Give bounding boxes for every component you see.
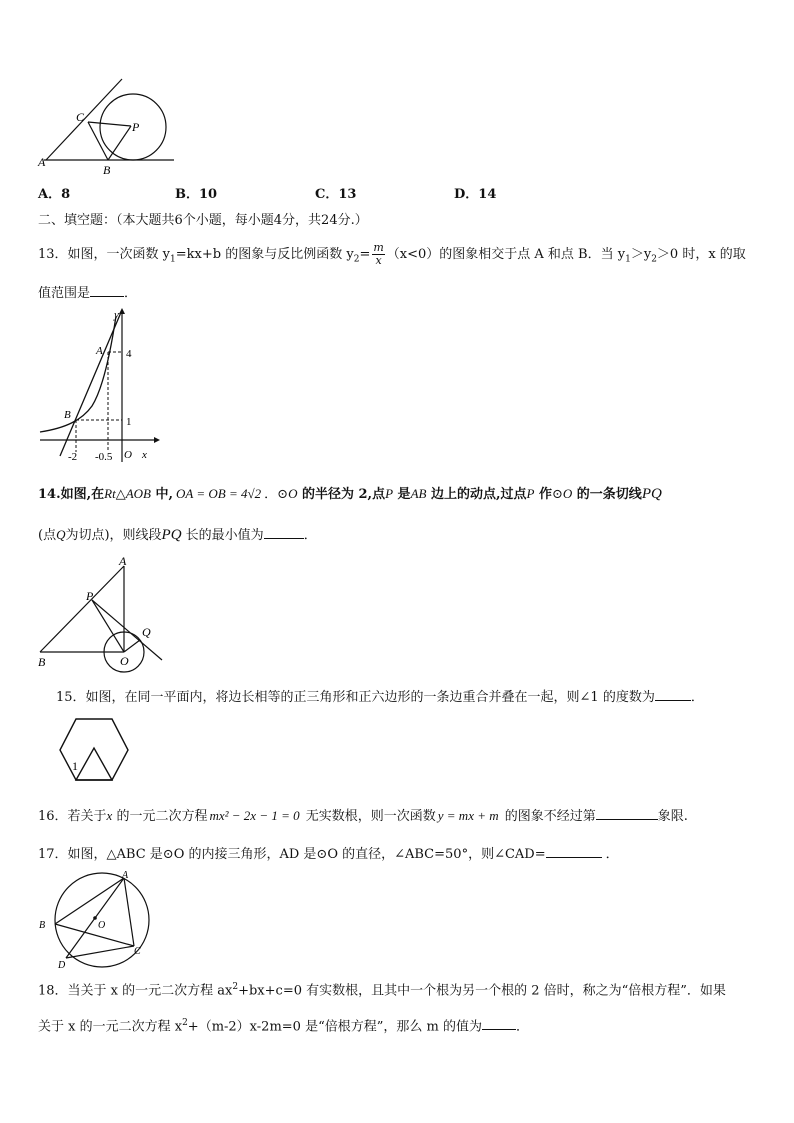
q14-line2: [38, 525, 317, 545]
q12-segment-cp: [88, 122, 131, 126]
q14-text-i: (点: [38, 528, 57, 543]
option-b[interactable]: B．10: [175, 187, 218, 202]
q12-segment-cb: [88, 122, 108, 160]
q14-tangent-pq: [92, 600, 162, 660]
q14-text-c: ．: [264, 487, 278, 502]
q13-sub-4: 2: [651, 254, 657, 265]
q14-label-p: P: [86, 589, 94, 603]
q17-segment-bc: [55, 924, 134, 946]
q12-label-p: P: [132, 120, 140, 134]
q16-text-a: 16．若关于: [38, 809, 107, 824]
q13-label-neg2: -2: [68, 451, 78, 463]
q17-segment-ab: [55, 878, 124, 924]
q14-circle-o2: ⊙O: [552, 486, 573, 501]
q14-text-d: 的半径为 2,点: [297, 487, 386, 502]
q15-answer-blank[interactable]: [655, 687, 691, 701]
q13-answer-blank[interactable]: [90, 283, 124, 297]
q16-answer-blank[interactable]: [596, 806, 658, 820]
q13-label-a: A: [96, 345, 103, 357]
q13-text-e: ＞y: [630, 247, 652, 262]
q14-text-end: ．: [303, 528, 317, 543]
q18-answer-blank[interactable]: [482, 1016, 516, 1030]
q17-segment-dc: [66, 946, 134, 958]
q14-label-q: Q: [142, 625, 151, 639]
q18-text-a: 18．当关于 x 的一元二次方程 ax: [38, 983, 233, 999]
q15-triangle: [76, 748, 112, 780]
q14-segment-po: [92, 600, 124, 652]
q13-fraction: [372, 242, 384, 267]
q14-text-e: 是: [393, 487, 411, 502]
q14-q: Q: [56, 527, 66, 542]
q14-p: P: [385, 486, 394, 501]
q17-text: 17．如图，△ABC 是⊙O 的内接三角形，AD 是⊙O 的直径，∠ABC=50°，则∠CAD=: [38, 847, 546, 862]
option-d[interactable]: D．14: [454, 187, 497, 202]
section-heading: 二、填空题：（本大题共6个小题，每小题4分，共24分.）: [38, 213, 368, 228]
q16-function: y = mx + m: [437, 808, 499, 823]
q13-label-o: O: [124, 449, 132, 461]
q17-label-b: B: [39, 920, 46, 931]
q16-text-d: 的图象不经过第: [500, 809, 596, 824]
q12-figure: [36, 74, 186, 178]
q16-line: [38, 806, 688, 826]
q13-text-c: =: [359, 247, 371, 262]
q14-text-h: 的一条切线: [572, 487, 642, 502]
q13-label-4: 4: [126, 348, 132, 360]
q13-text-end: ．: [124, 286, 138, 301]
q14-text-g: 作: [534, 487, 552, 502]
option-c[interactable]: C．13: [315, 187, 357, 202]
q13-label-b: B: [64, 409, 71, 421]
q17-line: [38, 844, 619, 864]
q13-text-g: 值范围是: [38, 286, 91, 301]
q13-sub-2: 2: [353, 254, 360, 265]
q14-ab: AB: [410, 486, 427, 501]
q14-text-j: 为切点)，则线段: [65, 528, 162, 543]
q12-label-a: A: [38, 155, 46, 169]
q15-figure: [56, 716, 132, 784]
q13-text-b: =kx+b 的图象与反比例函数 y: [175, 247, 354, 262]
q16-text-c: 无实数根，则一次函数: [301, 809, 436, 824]
q14-math-oa: OA = OB = 4√2: [176, 486, 262, 501]
q17-text-end: ．: [605, 847, 619, 862]
q14-circle-o: ⊙O: [277, 486, 298, 501]
q17-segment-ac: [124, 878, 134, 946]
q15-text-end: ．: [690, 690, 704, 705]
q17-center-dot: [93, 916, 97, 920]
q14-side-ab: [40, 566, 124, 652]
q17-label-c: C: [134, 946, 141, 957]
q14-label-a: A: [119, 554, 127, 568]
q18-text-end: ．: [515, 1019, 529, 1035]
q13-linear-line: [60, 310, 122, 456]
q13-label-1: 1: [126, 416, 132, 428]
q18-line1: [38, 978, 726, 1000]
q14-text-f: 边上的动点,过点: [426, 487, 527, 502]
q15-line: [56, 687, 704, 707]
q14-label-b: B: [38, 655, 46, 669]
q13-label-y: y: [114, 309, 119, 321]
q13-sub-3: 1: [625, 254, 631, 265]
q15-hexagon: [60, 719, 128, 780]
q14-text-b: 中,: [150, 487, 174, 502]
q12-segment-pb: [108, 126, 131, 160]
q17-label-a: A: [122, 870, 129, 881]
q14-text-k: 长的最小值为: [181, 528, 264, 543]
q18-text-d: +（m-2）x-2m=0 是“倍根方程”，那么 m 的值为: [187, 1019, 482, 1035]
q17-figure: [36, 868, 160, 972]
q15-text: 15．如图，在同一平面内，将边长相等的正三角形和正六边形的一条边重合并叠在一起，则∠1 的度数为: [56, 690, 655, 705]
option-a[interactable]: A．8: [38, 187, 71, 202]
q16-text-end: 象限.: [657, 809, 688, 824]
q14-answer-blank[interactable]: [264, 525, 304, 539]
q13-figure: [36, 306, 166, 464]
q16-x: x: [106, 808, 113, 823]
q13-label-neg05: -0.5: [95, 451, 113, 463]
q14-text-a: 14.如图,在: [38, 487, 105, 502]
q13-text-d: （x<0）的图象相交于点 A 和点 B．当 y: [386, 247, 626, 262]
q15-angle-label: 1: [72, 759, 78, 773]
q13-frac-num: m: [373, 241, 384, 254]
q13-x-arrow: [154, 437, 160, 443]
q17-label-o: O: [98, 920, 106, 931]
q14-figure: [36, 554, 176, 672]
q14-pq: PQ: [641, 486, 662, 502]
q14-label-o: O: [120, 654, 129, 668]
q13-label-x: x: [142, 449, 147, 461]
q13-frac-den: x: [375, 254, 382, 267]
q14-segment-oq: [124, 640, 140, 652]
q18-line2: [38, 1014, 529, 1036]
q14-rt: Rt△AOB: [104, 486, 151, 501]
q18-text-b: +bx+c=0 有实数根，且其中一个根为另一个根的 2 倍时，称之为“倍根方程”．如果: [238, 983, 726, 999]
q13-sub-1: 1: [170, 254, 176, 265]
q17-label-d: D: [58, 960, 66, 971]
q18-sup-2: 2: [182, 1018, 188, 1028]
q12-label-b: B: [103, 163, 111, 177]
q16-text-b: 的一元二次方程: [112, 809, 208, 824]
q18-text-c: 关于 x 的一元二次方程 x: [38, 1019, 183, 1035]
q13-line1: [38, 240, 746, 270]
q13-text-a: 13．如图，一次函数 y: [38, 247, 171, 262]
q13-line2: [38, 283, 137, 303]
q14-p2: P: [526, 486, 535, 501]
q18-sup-1: 2: [232, 982, 239, 992]
q14-line1: [38, 483, 662, 505]
q12-label-c: C: [76, 110, 85, 124]
q16-equation: mx² − 2x − 1 = 0: [209, 808, 300, 823]
q13-text-f: ＞0 时，x 的取: [656, 247, 746, 262]
q17-answer-blank[interactable]: [546, 844, 602, 858]
q14-pq2: PQ: [161, 527, 182, 543]
